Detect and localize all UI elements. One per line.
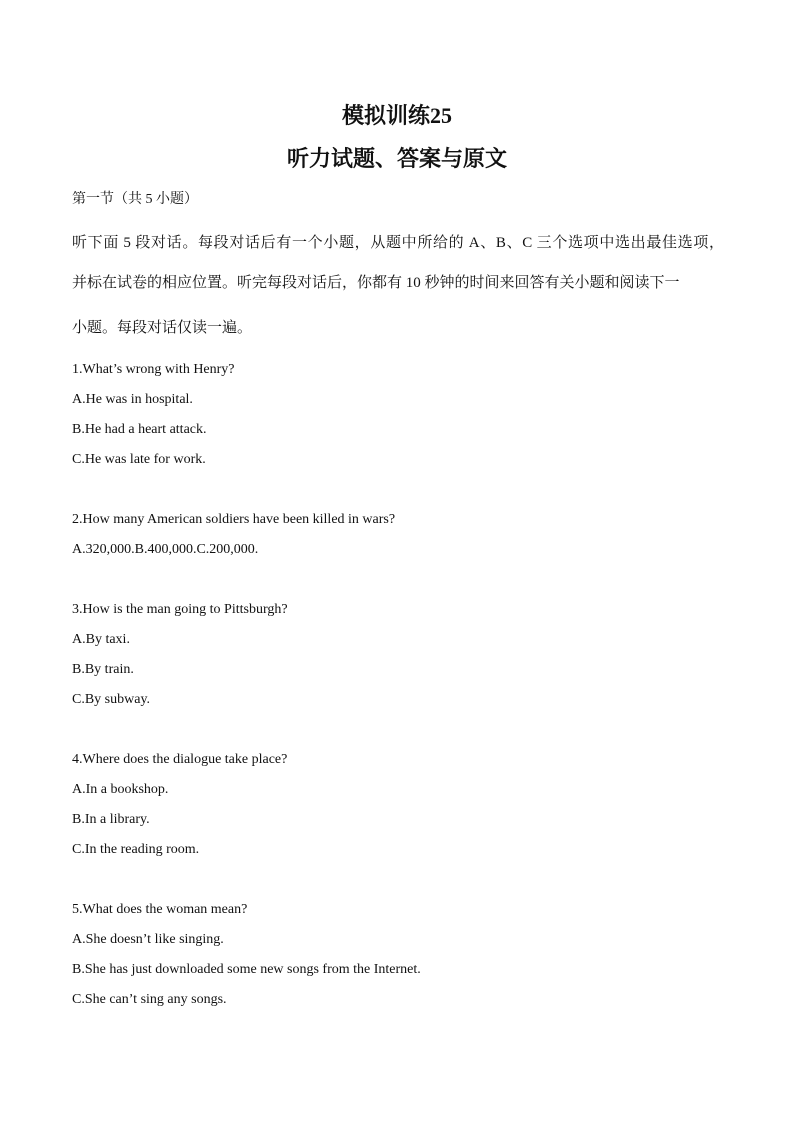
answer-option: A.She doesn’t like singing. xyxy=(72,932,224,947)
answer-options-line: A.320,000.B.400,000.C.200,000. xyxy=(72,542,259,557)
answer-option: B.She has just downloaded some new songs from the Internet. xyxy=(72,962,421,977)
instruction-line: 小题。每段对话仅读一遍。 xyxy=(72,320,253,336)
question-text: 3.How is the man going to Pittsburgh? xyxy=(72,602,288,617)
answer-option: C.By subway. xyxy=(72,692,151,707)
question-text: 4.Where does the dialogue take place? xyxy=(72,752,288,767)
answer-option: A.In a bookshop. xyxy=(72,782,169,797)
section-heading: 第一节（共 5 小题） xyxy=(72,192,198,207)
answer-option: C.He was late for work. xyxy=(72,452,206,467)
question-text: 2.How many American soldiers have been killed in wars? xyxy=(72,512,396,527)
question-text: 1.What’s wrong with Henry? xyxy=(72,362,235,377)
answer-option: B.He had a heart attack. xyxy=(72,422,207,437)
answer-option: A.By taxi. xyxy=(72,632,130,647)
answer-option: B.By train. xyxy=(72,662,134,677)
answer-option: C.In the reading room. xyxy=(72,842,200,857)
question-text: 5.What does the woman mean? xyxy=(72,902,248,917)
page-subtitle: 听力试题、答案与原文 xyxy=(286,146,507,171)
answer-option: C.She can’t sing any songs. xyxy=(72,992,227,1007)
answer-option: A.He was in hospital. xyxy=(72,392,193,407)
answer-option: B.In a library. xyxy=(72,812,150,827)
instruction-line: 听下面 5 段对话。每段对话后有一个小题，从题中所给的 A、B、C 三个选项中选出最佳选项， xyxy=(72,235,724,251)
instruction-line: 并标在试卷的相应位置。听完每段对话后，你都有 10 秒钟的时间来回答有关小题和阅读下一 xyxy=(72,275,680,291)
page-title: 模拟训练25 xyxy=(341,103,452,128)
